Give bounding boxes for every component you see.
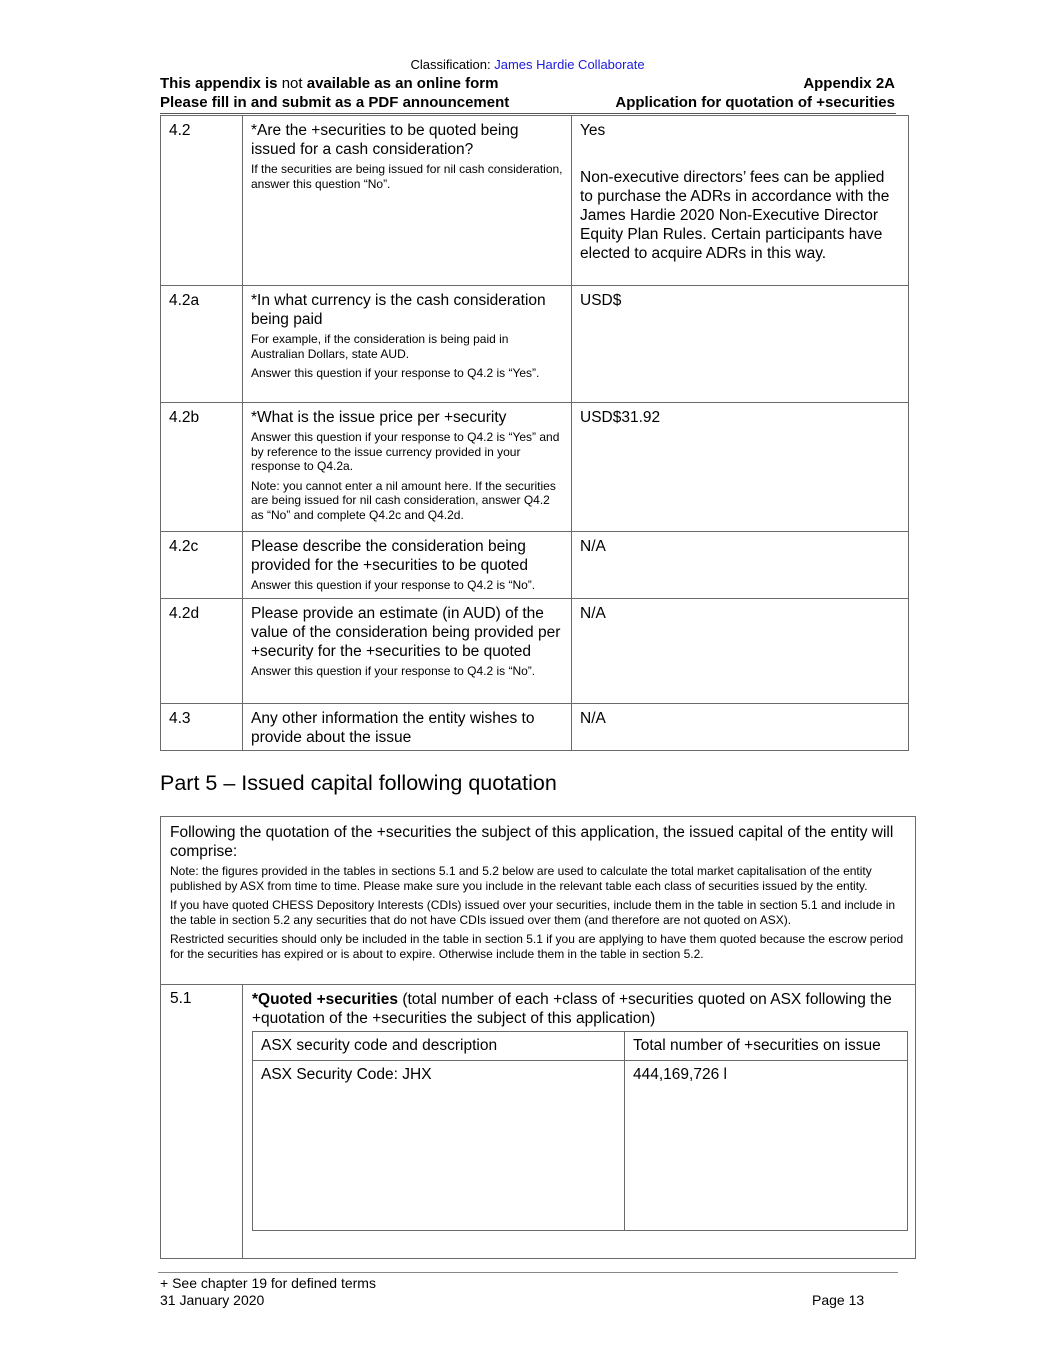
- row-number: 4.2d: [161, 599, 243, 704]
- table-row: [253, 1061, 908, 1231]
- answer-extra-text: Non-executive directors’ fees can be applied to purchase the ADRs in accordance with the James Hardie 2020 Non-Executive Director Equity Plan Rules. Certain participants have elected to acquire ADRs in this way.: [580, 169, 890, 262]
- question-note: For example, if the consideration is being paid in Australian Dollars, state AUD.: [251, 332, 509, 361]
- footer-defined-terms: + See chapter 19 for defined terms: [160, 1275, 376, 1291]
- column-header-code: ASX security code and description: [253, 1032, 625, 1061]
- row-number: 4.2b: [161, 403, 243, 532]
- table-row: [161, 286, 909, 403]
- answer-cell[interactable]: [572, 599, 909, 704]
- question-text: *Are the +securities to be quoted being issued for a cash consideration?: [251, 122, 519, 158]
- header-left-text-not: not: [281, 75, 303, 92]
- answer-cell[interactable]: [572, 116, 909, 286]
- part4-table: [160, 115, 909, 751]
- row-number: 4.2a: [161, 286, 243, 403]
- security-total-cell[interactable]: 444,169,726 l: [625, 1061, 908, 1231]
- question-text: *In what currency is the cash consideration being paid: [251, 292, 546, 328]
- table-row: [161, 532, 909, 599]
- section-5-1-number: 5.1: [161, 985, 243, 1258]
- row-number: 4.3: [161, 704, 243, 751]
- section-5-1-body: [243, 985, 915, 1258]
- question-note: If the securities are being issued for nil cash consideration, answer this question “No”.: [251, 162, 563, 191]
- question-cell: [243, 704, 572, 751]
- table-row: [161, 704, 909, 751]
- question-note: Answer this question if your response to Q4.2 is “No”.: [251, 578, 536, 592]
- question-note: Note: you cannot enter a nil amount here. If the securities are being issued for nil cash consideration, answer Q4.2 as “No” and complete Q4.2c and Q4.2d.: [251, 478, 556, 522]
- question-note: Answer this question if your response to Q4.2 is “Yes”.: [251, 366, 540, 380]
- classification-label: Classification:: [410, 57, 495, 72]
- question-text: Please provide an estimate (in AUD) of the value of the consideration being provided per +security for the +securities to be quoted: [251, 605, 561, 660]
- classification-line: [0, 57, 1055, 72]
- answer-cell[interactable]: [572, 403, 909, 532]
- row-number: 4.2: [161, 116, 243, 286]
- question-cell: [243, 599, 572, 704]
- classification-value: James Hardie Collaborate: [494, 57, 645, 72]
- question-cell: [243, 286, 572, 403]
- appendix-title: Appendix 2A: [803, 75, 895, 92]
- question-cell: [243, 532, 572, 599]
- footer-date: 31 January 2020: [160, 1292, 265, 1308]
- question-text: *What is the issue price per +security: [251, 409, 507, 426]
- answer-text: N/A: [580, 538, 606, 555]
- answer-cell[interactable]: [572, 286, 909, 403]
- appendix-subtitle: Application for quotation of +securities: [615, 94, 895, 111]
- footer-divider: [158, 1272, 898, 1273]
- section-5-1-title: *Quoted +securities: [252, 991, 399, 1008]
- security-code-cell[interactable]: ASX Security Code: JHX: [253, 1061, 625, 1231]
- part5-intro: [161, 817, 915, 985]
- part5-note: Restricted securities should only be included in the table in section 5.1 if you are applying to have them quoted because the escrow period for the securities has expired or is about to expire. Otherwise include them in the table in section 5.2.: [170, 932, 904, 961]
- header-left-text-a: This appendix is: [160, 75, 282, 92]
- part5-heading: Part 5 – Issued capital following quotation: [160, 771, 557, 795]
- question-text: Please describe the consideration being provided for the +securities to be quoted: [251, 538, 529, 574]
- row-number: 4.2c: [161, 532, 243, 599]
- column-header-total: Total number of +securities on issue: [625, 1032, 908, 1061]
- header-left: [160, 74, 509, 112]
- header-right: [615, 74, 895, 112]
- answer-cell[interactable]: [572, 704, 909, 751]
- table-header-row: [253, 1032, 908, 1061]
- question-cell: [243, 403, 572, 532]
- header-left-line2: Please fill in and submit as a PDF announcement: [160, 94, 510, 111]
- part5-note: Note: the figures provided in the tables in sections 5.1 and 5.2 below are used to calculate the total market capitalisation of the entity published by ASX from time to time. Please make sure you include in the relevant table each class of securities issued by the entity.: [170, 864, 872, 893]
- footer-page-number: Page 13: [812, 1292, 865, 1308]
- answer-text: USD$31.92: [580, 409, 661, 426]
- section-5-1-description: [252, 990, 906, 1028]
- table-row: [161, 116, 909, 286]
- answer-cell[interactable]: [572, 532, 909, 599]
- answer-text: N/A: [580, 710, 606, 727]
- question-note: Answer this question if your response to Q4.2 is “No”.: [251, 664, 536, 678]
- question-text: Any other information the entity wishes to provide about the issue: [251, 710, 535, 746]
- table-row: [161, 599, 909, 704]
- question-cell: [243, 116, 572, 286]
- answer-text: USD$: [580, 292, 622, 309]
- header-divider: [160, 113, 896, 114]
- quoted-securities-table: [252, 1031, 908, 1231]
- section-5-1-subtitle: (total number of each +class of +securities quoted on ASX following the +quotation of the +securities the subject of this application): [252, 991, 892, 1027]
- table-row: [161, 403, 909, 532]
- part5-note: If you have quoted CHESS Depository Interests (CDIs) issued over your securities, include them in the table in section 5.1 and include in the table in section 5.2 any securities that do not have CDIs issued over them (and therefore are not quoted on ASX).: [170, 898, 896, 927]
- part5-lead: Following the quotation of the +securities the subject of this application, the issued capital of the entity will comprise:: [170, 824, 894, 860]
- answer-text: N/A: [580, 605, 606, 622]
- answer-text: Yes: [580, 122, 606, 139]
- question-note: Answer this question if your response to Q4.2 is “Yes” and by reference to the issue currency provided in your response to Q4.2a.: [251, 430, 560, 473]
- header-left-text-c: available as an online form: [302, 75, 499, 92]
- part5-box: [160, 816, 916, 1259]
